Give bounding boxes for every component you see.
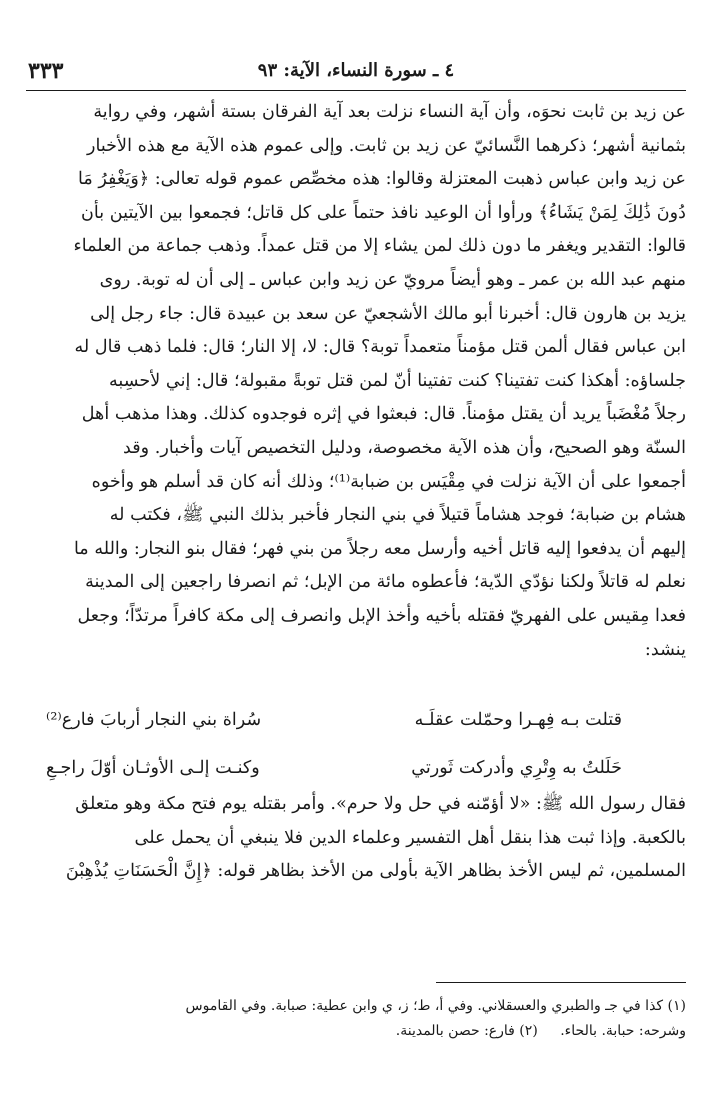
text-line: عن زيد وابن عباس ذهبت المعتزلة وقالوا: هذه مخصِّص عموم قوله تعالى: ﴿وَيَغْفِرُ مَا: [77, 169, 686, 190]
text-line: السنّة وهو الصحيح، وأن هذه الآية مخصوصة، ودليل التخصيص آيات وأخبار. وقد: [123, 437, 686, 458]
footnotes: [26, 994, 686, 1044]
text-line: عن زيد بن ثابت نحوَه، وأن آية النساء نزلت بعد آية الفرقان بستة أشهر، وفي رواية: [93, 102, 686, 122]
footnote-1-continued: وشرحه: حبابة. بالحاء.: [560, 1023, 686, 1039]
verse-line: [26, 744, 686, 792]
text-line: المسلمين، ثم ليس الأخذ بظاهر الآية بأولى من الأخذ بظاهر قوله: ﴿إِنَّ الْحَسَنَاتِ يُذْهِبْنَ: [65, 861, 686, 882]
text-line: جلساؤه: أهكذا كنت تفتينا؟ كنت تفتينا أنّ لمن قتل توبةً مقبولة؛ قال: إني لأحسِبه: [108, 370, 686, 391]
text-line: بثمانية أشهر؛ ذكرهما النَّسائيّ عن زيد بن ثابت. وإلى عموم هذه الآية مع هذه الأخبار: [87, 135, 686, 156]
text-line: فقال رسول الله ﷺ: «لا أؤمّنه في حل ولا حرم». وأمر بقتله يوم فتح مكة وهو متعلق: [75, 794, 686, 814]
page-number: ٣٣٣: [28, 58, 64, 84]
text-line: إليهم أن يدفعوا إليه قاتل أخيه وأرسل معه رجلاً من بني فهر؛ فقال بنو النجار: والله ما: [73, 538, 686, 559]
text-line: دُونَ ذَٰلِكَ لِمَنْ يَشَاءُ﴾ ورأوا أن الوعيد نافذ حتماً على كل قاتل؛ فجمعوا بين الآيتين بأن: [81, 202, 686, 223]
footnote-2: (٢) فارع: حصن بالمدينة.: [395, 1023, 538, 1039]
text-line: أجمعوا على أن الآية نزلت في مِقْيَس بن ضبابة⁽¹⁾؛ وذلك أنه كان قد أسلم هو وأخوه: [91, 471, 686, 492]
text-line: نعلم له قاتلاً ولكنا نؤدّي الدّية؛ فأعطوه مائة من الإبل؛ ثم انصرفا راجعين إلى المدينة: [85, 572, 686, 593]
text-line: بالكعبة. وإذا ثبت هذا بنقل أهل التفسير وعلماء الدين فلا ينبغي أن يحمل على: [134, 827, 686, 848]
text-line: قالوا: التقدير ويغفر ما دون ذلك لمن يشاء إلا من قتل عمداً. وذهب جماعة من العلماء: [73, 236, 686, 257]
footnote-rule: [436, 982, 686, 983]
text-line: رجلاً مُغْضَباً يريد أن يقتل مؤمناً. قال: فبعثوا في إثره فوجدوه كذلك. وهذا مذهب أهل: [81, 404, 686, 425]
main-text-continued: [26, 788, 686, 889]
verse-first-hemistich: حَلَلتُ به وِتْرِي وأدركت ثَورتي: [411, 758, 622, 778]
verse-first-hemistich: قتلت بـه فِهـرا وحمّلت عقلَـه: [414, 710, 622, 730]
header-rule: [26, 90, 686, 91]
poem-verses: [26, 696, 686, 792]
page-header: [26, 58, 686, 92]
verse-line: [26, 696, 686, 744]
text-line: هشام بن ضبابة؛ فوجد هشاماً قتيلاً في بني النجار فأخبر بذلك النبي ﷺ، فكتب له: [109, 505, 686, 526]
verse-second-hemistich: سُراة بني النجار أربابَ فارع⁽²⁾: [46, 710, 262, 730]
text-line: فعدا مِقيس على الفهريّ فقتله بأخيه وأخذ الإبل وانصرف إلى مكة كافراً مرتدّاً؛ وجعل: [77, 605, 686, 626]
footnote-line: [26, 1019, 686, 1044]
text-line: ابن عباس فقال ألمن قتل مؤمناً متعمداً توبة؟ قال: لا، إلا النار؛ قال: فلما ذهب قال له: [74, 337, 686, 358]
text-line: منهم عبد الله بن عمر ـ وهو أيضاً مرويّ عن زيد وابن عباس ـ إلى أن له توبة. روى: [99, 269, 686, 290]
text-line: ينشد:: [644, 639, 686, 660]
text-line: يزيد بن هارون قال: أخبرنا أبو مالك الأشجعيّ عن سعد بن عبيدة قال: جاء رجل إلى: [90, 303, 686, 324]
verse-second-hemistich: وكنـت إلـى الأوثـان أوّلَ راجـعِ: [46, 758, 260, 778]
footnote-1: (١) كذا في جـ والطبري والعسقلاني. وفي أ، ط؛ ز، ي وابن عطية: صبابة. وفي القاموس: [185, 998, 686, 1014]
main-text: [26, 96, 686, 667]
running-head: ٤ ـ سورة النساء، الآية: ٩٣: [257, 60, 455, 81]
